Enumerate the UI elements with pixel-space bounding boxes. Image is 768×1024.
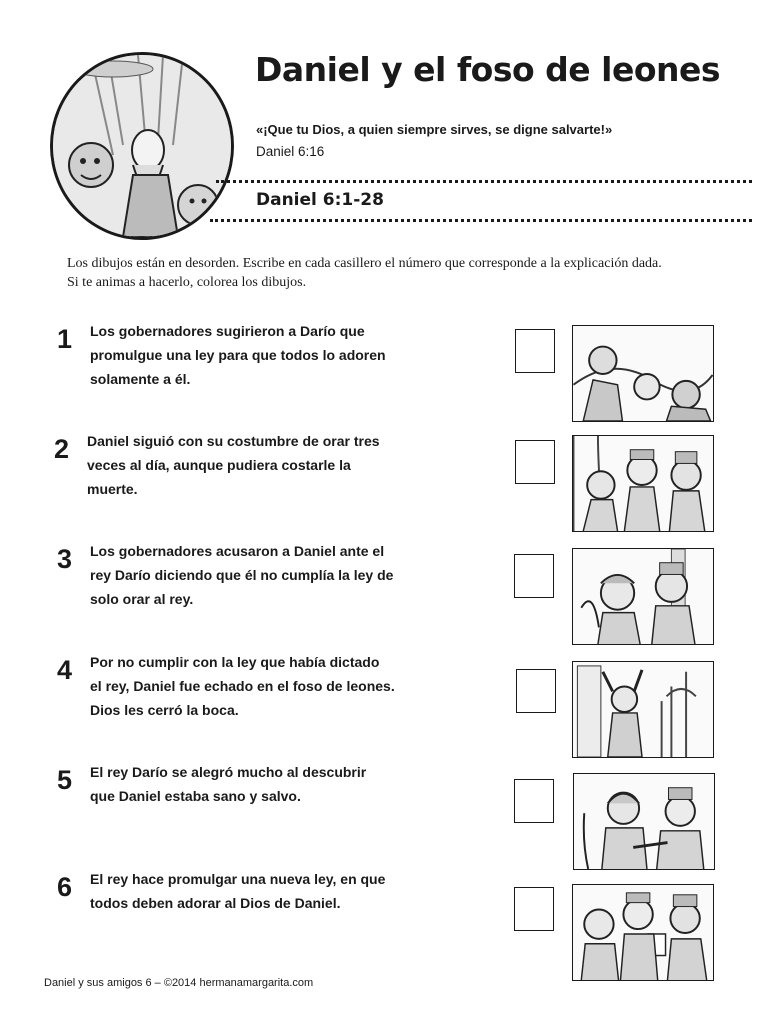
item-number: 1 — [57, 324, 73, 354]
item-text-line: solo orar al rey. — [90, 591, 194, 607]
item-text-line: Los gobernadores sugirieron a Darío que — [90, 323, 365, 339]
item-text-line: solamente a él. — [90, 371, 191, 387]
sleeping-men-illustration — [572, 325, 714, 422]
item-text-line: Los gobernadores acusaron a Daniel ante el — [90, 543, 385, 559]
answer-box-6[interactable] — [514, 887, 554, 931]
instructions — [67, 254, 717, 292]
item-description — [90, 319, 430, 391]
dotted-divider-bottom — [210, 219, 752, 222]
item-text-line: El rey Darío se alegró mucho al descubrir — [90, 764, 367, 780]
daniel-praying-window-illustration — [572, 661, 714, 758]
item-description — [90, 760, 430, 808]
item-text-line: veces al día, aunque pudiera costarle la — [87, 457, 351, 473]
answer-box-5[interactable] — [514, 779, 554, 823]
item-number: 6 — [57, 872, 73, 902]
item-text-line: Por no cumplir con la ley que había dictado — [90, 654, 380, 670]
king-and-daniel-illustration — [573, 773, 715, 870]
item-text-line: que Daniel estaba sano y salvo. — [90, 788, 301, 804]
passage-reference: Daniel 6:1-28 — [256, 190, 384, 210]
item-number: 3 — [57, 544, 73, 574]
item-text-line: rey Darío diciendo que él no cumplía la ley de — [90, 567, 394, 583]
answer-box-4[interactable] — [516, 669, 556, 713]
item-description — [90, 539, 430, 611]
quote-reference: Daniel 6:16 — [256, 144, 325, 159]
footer-credit: Daniel y sus amigos 6 – ©2014 hermanamargarita.com — [44, 977, 314, 989]
item-text-line: muerte. — [87, 481, 138, 497]
instructions-line: Los dibujos están en desorden. Escribe en cada casillero el número que corresponde a la explicación dada. — [67, 256, 662, 271]
dotted-divider-top — [216, 180, 752, 183]
item-text-line: todos deben adorar al Dios de Daniel. — [90, 895, 341, 911]
page-title: Daniel y el foso de leones — [255, 50, 721, 89]
bible-quote: «¡Que tu Dios, a quien siempre sirves, se digne salvarte!» — [256, 122, 613, 137]
item-description — [87, 429, 427, 501]
item-number: 2 — [54, 434, 70, 464]
answer-box-3[interactable] — [514, 554, 554, 598]
item-description — [90, 650, 430, 722]
item-text-line: promulgue una ley para que todos lo adoren — [90, 347, 386, 363]
three-men-talking-illustration — [572, 435, 714, 532]
item-number: 4 — [57, 655, 73, 685]
item-number: 5 — [57, 765, 73, 795]
instructions-line: Si te animas a hacerlo, colorea los dibujos. — [67, 275, 307, 290]
answer-box-2[interactable] — [515, 440, 555, 484]
item-text-line: el rey, Daniel fue echado en el foso de leones. — [90, 678, 395, 694]
item-text-line: El rey hace promulgar una nueva ley, en que — [90, 871, 386, 887]
daniel-lions-illustration — [50, 52, 234, 240]
king-decree-illustration — [572, 884, 714, 981]
item-description — [90, 867, 430, 915]
item-text-line: Daniel siguió con su costumbre de orar tres — [87, 433, 380, 449]
answer-box-1[interactable] — [515, 329, 555, 373]
king-with-scroll-illustration — [572, 548, 714, 645]
item-text-line: Dios les cerró la boca. — [90, 702, 239, 718]
